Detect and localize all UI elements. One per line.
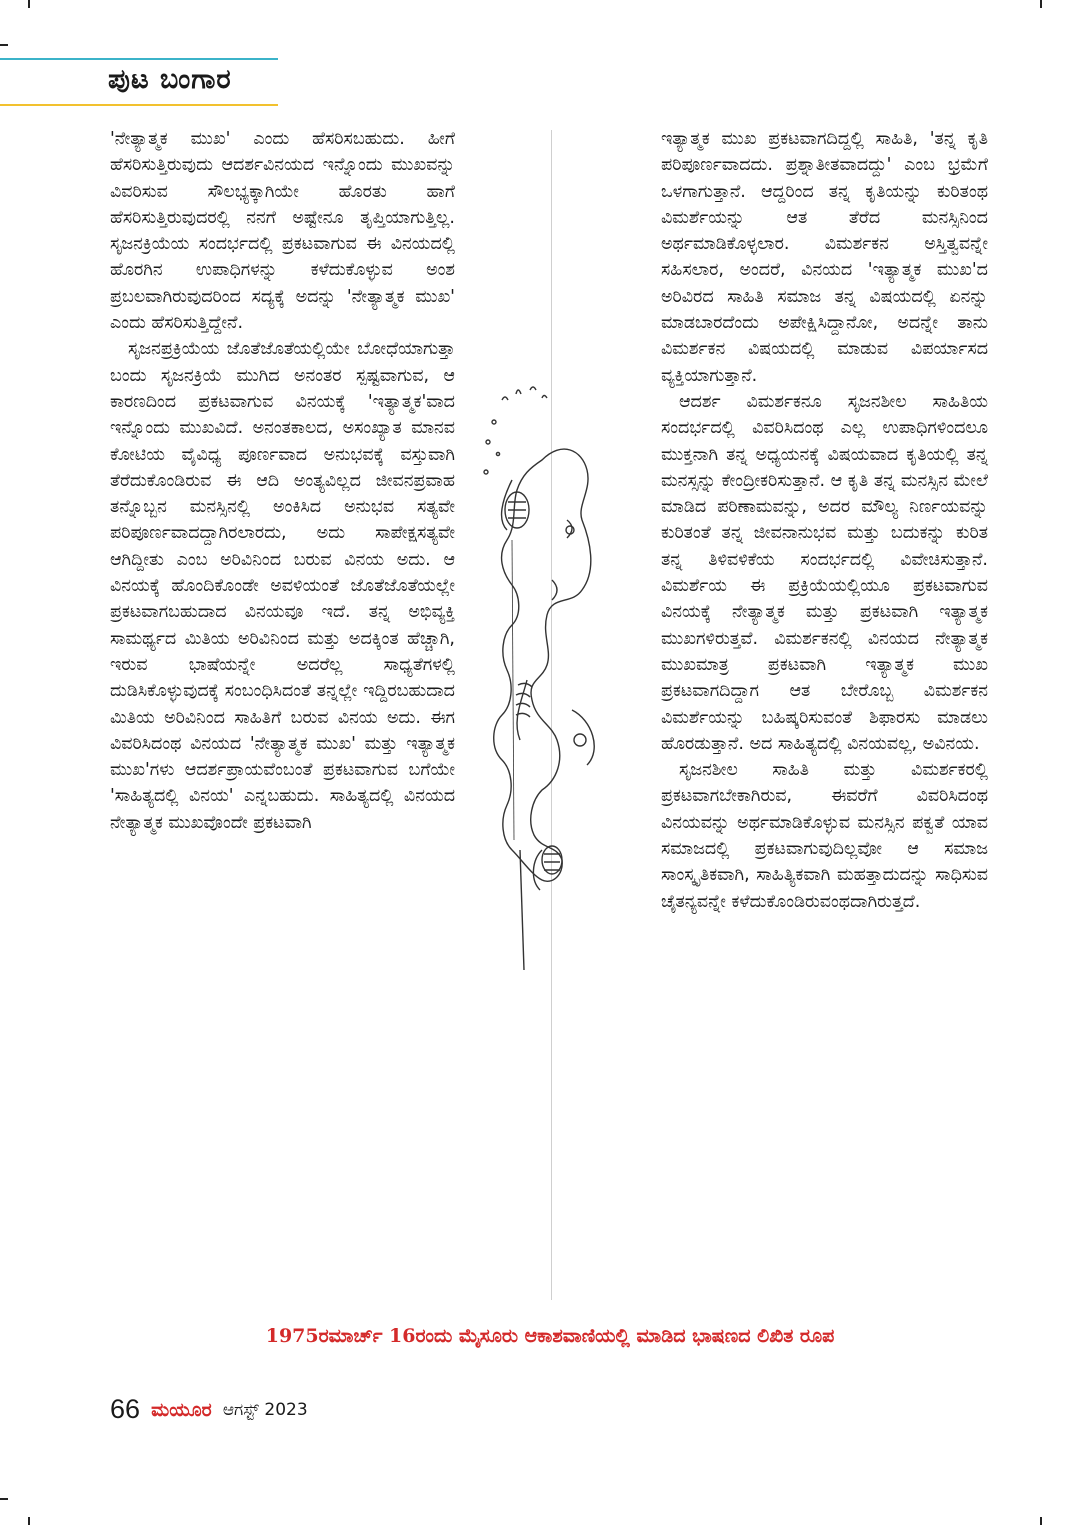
paragraph: 'ನೇತ್ಯಾತ್ಮಕ ಮುಖ' ಎಂದು ಹೆಸರಿಸಬಹುದು. ಹೀಗೆ ಹೆಸರಿಸುತ್ತಿರುವುದು ಆದರ್ಶವಿನಯದ ಇನ್ನೊಂದು ಮುಖವನ್ನು ವಿವರಿಸುವ ಸೌಲಭ್ಯಕ್ಕಾಗಿಯೇ ಹೊರತು ಹಾಗೆ ಹೆಸರಿಸುತ್ತಿರುವುದರಲ್ಲಿ ನನಗೆ ಅಷ್ಟೇನೂ ತೃಪ್ತಿಯಾಗುತ್ತಿಲ್ಲ. ಸೃಜನಕ್ರಿಯೆಯ ಸಂದರ್ಭದಲ್ಲಿ ಪ್ರಕಟವಾಗುವ ಈ ವಿನಯದಲ್ಲಿ ಹೊರಗಿನ ಉಪಾಧಿಗಳನ್ನು ಕಳೆದುಕೊಳ್ಳುವ ಅಂಶ ಪ್ರಬಲವಾಗಿರುವುದರಿಂದ ಸದ್ಯಕ್ಕೆ ಅದನ್ನು 'ನೇತ್ಯಾತ್ಮಕ ಮುಖ' ಎಂದು ಹೆಸರಿಸುತ್ತಿದ್ದೇನೆ.: [110, 129, 455, 334]
section-header: [0, 56, 280, 108]
paragraph: ಆದರ್ಶ ವಿಮರ್ಶಕನೂ ಸೃಜನಶೀಲ ಸಾಹಿತಿಯ ಸಂದರ್ಭದಲ್ಲಿ ವಿವರಿಸಿದಂಥ ಎಲ್ಲ ಉಪಾಧಿಗಳಿಂದಲೂ ಮುಕ್ತನಾಗಿ ತನ್ನ ಅಧ್ಯಯನಕ್ಕೆ ವಿಷಯವಾದ ಕೃತಿಯಲ್ಲಿ ತನ್ನ ಮನಸ್ಸನ್ನು ಕೇಂದ್ರೀಕರಿಸುತ್ತಾನೆ. ಆ ಕೃತಿ ತನ್ನ ಮನಸ್ಸಿನ ಮೇಲೆ ಮಾಡಿದ ಪರಿಣಾಮವನ್ನು, ಅದರ ಮೌಲ್ಯ ನಿರ್ಣಯವನ್ನು ಕುರಿತಂತೆ ತನ್ನ ಜೀವನಾನುಭವ ಮತ್ತು ಬದುಕನ್ನು ಕುರಿತ ತನ್ನ ತಿಳಿವಳಿಕೆಯ ಸಂದರ್ಭದಲ್ಲಿ ವಿವೇಚಿಸುತ್ತಾನೆ. ವಿಮರ್ಶೆಯ ಈ ಪ್ರಕ್ರಿಯೆಯಲ್ಲಿಯೂ ಪ್ರಕಟವಾಗುವ ವಿನಯಕ್ಕೆ ನೇತ್ಯಾತ್ಮಕ ಮತ್ತು ಪ್ರಕಟವಾಗಿ ಇತ್ಯಾತ್ಮಕ ಮುಖಗಳಿರುತ್ತವೆ. ವಿಮರ್ಶಕನಲ್ಲಿ ವಿನಯದ ನೇತ್ಯಾತ್ಮಕ ಮುಖಮಾತ್ರ ಪ್ರಕಟವಾಗಿ ಇತ್ಯಾತ್ಮಕ ಮುಖ ಪ್ರಕಟವಾಗದಿದ್ದಾಗ ಆತ ಬೇರೊಬ್ಬ ವಿಮರ್ಶಕನ ವಿಮರ್ಶೆಯನ್ನು ಬಹಿಷ್ಕರಿಸುವಂತೆ ಶಿಫಾರಸು ಮಾಡಲು ಹೊರಡುತ್ತಾನೆ. ಅದ ಸಾಹಿತ್ಯದಲ್ಲಿ ವಿನಯವಲ್ಲ, ಅವಿನಯ.: [661, 391, 988, 754]
source-note: 1975ರಮಾರ್ಚ್ 16ರಂದು ಮೈಸೂರು ಆಕಾಶವಾಣಿಯಲ್ಲಿ ಮಾಡಿದ ಭಾಷಣದ ಲಿಖಿತ ರೂಪ: [265, 1325, 835, 1347]
issue-date: ಆಗಸ್ಟ್ 2023: [222, 1399, 308, 1420]
splash-marks: [484, 387, 547, 474]
crop-mark: [28, 1517, 30, 1525]
crop-mark: [1040, 0, 1042, 8]
page-footer: [110, 1394, 308, 1428]
section-title: ಪುಟ ಬಂಗಾರ: [108, 64, 232, 95]
crop-mark: [28, 0, 30, 8]
header-rule-bottom: [0, 104, 278, 106]
page-number: 66: [110, 1394, 141, 1424]
figure-outline: [494, 449, 591, 881]
paragraph: ಸೃಜನಪ್ರಕ್ರಿಯೆಯ ಜೊತೆಜೊತೆಯಲ್ಲಿಯೇ ಬೋಧೆಯಾಗುತ್ತಾ ಬಂದು ಸೃಜನಕ್ರಿಯೆ ಮುಗಿದ ಅನಂತರ ಸ್ಪಷ್ಟವಾಗುವ, ಆ ಕಾರಣದಿಂದ ಪ್ರಕಟವಾಗುವ ವಿನಯಕ್ಕೆ 'ಇತ್ಯಾತ್ಮಕ'ವಾದ ಇನ್ನೊಂದು ಮುಖವಿದೆ. ಅನಂತಕಾಲದ, ಅಸಂಖ್ಯಾತ ಮಾನವ ಕೋಟಿಯ ವೈವಿಧ್ಯ ಪೂರ್ಣವಾದ ಅನುಭವಕ್ಕೆ ವಸ್ತುವಾಗಿ ತೆರೆದುಕೊಂಡಿರುವ ಈ ಆದಿ ಅಂತ್ಯವಿಲ್ಲದ ಜೀವನಪ್ರವಾಹ ತನ್ನೊಬ್ಬನ ಮನಸ್ಸಿನಲ್ಲಿ ಅಂಕಿಸಿದ ಅನುಭವ ಸತ್ಯವೇ ಪರಿಪೂರ್ಣವಾದದ್ದಾಗಿರಲಾರದು, ಅದು ಸಾಪೇಕ್ಷಸತ್ಯವೇ ಆಗಿದ್ದೀತು ಎಂಬ ಅರಿವಿನಿಂದ ಬರುವ ವಿನಯ ಅದು. ಆ ವಿನಯಕ್ಕೆ ಹೊಂದಿಕೊಂಡೇ ಅವಳಿಯಂತೆ ಜೊತೆಜೊತೆಯಲ್ಲೇ ಪ್ರಕಟವಾಗಬಹುದಾದ ವಿನಯವೂ ಇದೆ. ತನ್ನ ಅಭಿವ್ಯಕ್ತಿ ಸಾಮರ್ಥ್ಯದ ಮಿತಿಯ ಅರಿವಿನಿಂದ ಮತ್ತು ಅದಕ್ಕಿಂತ ಹೆಚ್ಚಾಗಿ, ಇರುವ ಭಾಷೆಯನ್ನೇ ಅದರೆಲ್ಲ ಸಾಧ್ಯತೆಗಳಲ್ಲಿ ದುಡಿಸಿಕೊಳ್ಳುವುದಕ್ಕೆ ಸಂಬಂಧಿಸಿದಂತೆ ತನ್ನಲ್ಲೇ ಇದ್ದಿರಬಹುದಾದ ಮಿತಿಯ ಅರಿವಿನಿಂದ ಸಾಹಿತಿಗೆ ಬರುವ ವಿನಯ ಅದು. ಈಗ ವಿವರಿಸಿದಂಥ ವಿನಯದ 'ನೇತ್ಯಾತ್ಮಕ ಮುಖ' ಮತ್ತು ಇತ್ಯಾತ್ಮಕ ಮುಖ'ಗಳು ಆದರ್ಶಪ್ರಾಯವೆಂಬಂತೆ ಪ್ರಕಟವಾಗುವ ಬಗೆಯೇ 'ಸಾಹಿತ್ಯದಲ್ಲಿ ವಿನಯ' ಎನ್ನಬಹುದು. ಸಾಹಿತ್ಯದಲ್ಲಿ ವಿನಯದ ನೇತ್ಯಾತ್ಮಕ ಮುಖವೊಂದೇ ಪ್ರಕಟವಾಗಿ: [110, 339, 455, 833]
header-rule-top: [0, 58, 278, 60]
paragraph: ಸೃಜನಶೀಲ ಸಾಹಿತಿ ಮತ್ತು ವಿಮರ್ಶಕರಲ್ಲಿ ಪ್ರಕಟವಾಗಬೇಕಾಗಿರುವ, ಈವರೆಗೆ ವಿವರಿಸಿದಂಥ ವಿನಯವನ್ನು ಅರ್ಥಮಾಡಿಕೊಳ್ಳುವ ಮನಸ್ಸಿನ ಪಕ್ವತೆ ಯಾವ ಸಮಾಜದಲ್ಲಿ ಪ್ರಕಟವಾಗುವುದಿಲ್ಲವೋ ಆ ಸಮಾಜ ಸಾಂಸ್ಕೃತಿಕವಾಗಿ, ಸಾಹಿತ್ಯಿಕವಾಗಿ ಮಹತ್ತಾದುದನ್ನು ಸಾಧಿಸುವ ಚೈತನ್ಯವನ್ನೇ ಕಳೆದುಕೊಂಡಿರುವಂಥದಾಗಿರುತ್ತದೆ.: [661, 760, 988, 912]
crop-mark: [0, 1498, 8, 1500]
sketch-figure-illustration: [472, 380, 632, 980]
magazine-logo: ಮಯೂರ: [151, 1398, 212, 1421]
crop-mark: [0, 44, 8, 46]
crop-mark: [1040, 1517, 1042, 1525]
paragraph: ಇತ್ಯಾತ್ಮಕ ಮುಖ ಪ್ರಕಟವಾಗದಿದ್ದಲ್ಲಿ ಸಾಹಿತಿ, 'ತನ್ನ ಕೃತಿ ಪರಿಪೂರ್ಣವಾದದು. ಪ್ರಶ್ನಾತೀತವಾದದ್ದು' ಎಂಬ ಭ್ರಮೆಗೆ ಒಳಗಾಗುತ್ತಾನೆ. ಆದ್ದರಿಂದ ತನ್ನ ಕೃತಿಯನ್ನು ಕುರಿತಂಥ ವಿಮರ್ಶೆಯನ್ನು ಆತ ತೆರೆದ ಮನಸ್ಸಿನಿಂದ ಅರ್ಥಮಾಡಿಕೊಳ್ಳಲಾರ. ವಿಮರ್ಶಕನ ಅಸ್ತಿತ್ವವನ್ನೇ ಸಹಿಸಲಾರ, ಅಂದರೆ, ವಿನಯದ 'ಇತ್ಯಾತ್ಮಕ ಮುಖ'ದ ಅರಿವಿರದ ಸಾಹಿತಿ ಸಮಾಜ ತನ್ನ ವಿಷಯದಲ್ಲಿ ಏನನ್ನು ಮಾಡಬಾರದೆಂದು ಅಪೇಕ್ಷಿಸಿದ್ದಾನೋ, ಅದನ್ನೇ ತಾನು ವಿಮರ್ಶಕನ ವಿಷಯದಲ್ಲಿ ಮಾಡುವ ವಿಪರ್ಯಾಸದ ವ್ಯಕ್ತಿಯಾಗುತ್ತಾನೆ.: [661, 129, 988, 386]
